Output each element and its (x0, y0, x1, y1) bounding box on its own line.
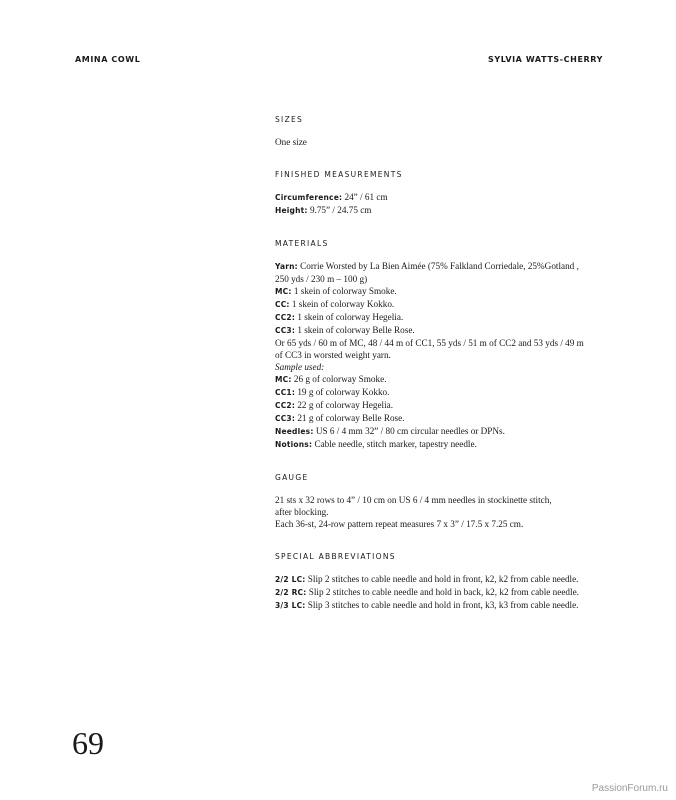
needles-line (275, 425, 645, 438)
cc3-label: CC3: (275, 326, 296, 335)
gauge-line-3: Each 36-st, 24-row pattern repeat measures 7 x 3” / 17.5 x 7.25 cm. (275, 519, 524, 529)
gauge-line-2: after blocking. (275, 507, 329, 517)
circumference-value: 24” / 61 cm (342, 192, 388, 202)
sample-mc-value: 26 g of colorway Smoke. (291, 374, 387, 384)
cc-line (275, 298, 645, 311)
sizes-value: One size (275, 137, 307, 147)
abbr-2-2-lc-line (275, 573, 645, 586)
sample-cc2-value: 22 g of colorway Hegelia. (295, 400, 393, 410)
measurements-heading: FINISHED MEASUREMENTS (275, 170, 403, 179)
abbr-2-2-rc-value: Slip 2 stitches to cable needle and hold in back, k2, k2 from cable needle. (306, 587, 579, 597)
needles-label: Needles: (275, 427, 314, 436)
materials-section (275, 239, 645, 451)
sample-cc1-value: 19 g of colorway Kokko. (295, 387, 390, 397)
notions-value: Cable needle, stitch marker, tapestry needle. (312, 439, 477, 449)
sample-used-label: Sample used: (275, 362, 325, 372)
needles-value: US 6 / 4 mm 32” / 80 cm circular needles or DPNs. (313, 426, 505, 436)
abbr-3-3-lc-label: 3/3 LC: (275, 601, 306, 610)
sample-mc-line (275, 373, 645, 386)
notions-label: Notions: (275, 440, 313, 449)
mc-label: MC: (275, 287, 292, 296)
gauge-line-1: 21 sts x 32 rows to 4” / 10 cm on US 6 / 4 mm needles in stockinette stitch, (275, 495, 552, 505)
sample-cc3-value: 21 g of colorway Belle Rose. (295, 413, 405, 423)
abbr-3-3-lc-line (275, 599, 645, 612)
sample-cc2-label: CC2: (275, 401, 296, 410)
alternative-yardage-line-2: of CC3 in worsted weight yarn. (275, 350, 391, 360)
abbr-2-2-lc-label: 2/2 LC: (275, 575, 306, 584)
watermark: PassionForum.ru (591, 783, 668, 794)
cc2-line (275, 311, 645, 324)
height-value: 9.75” / 24.75 cm (307, 205, 372, 215)
cc3-line (275, 324, 645, 337)
sample-cc1-line (275, 386, 645, 399)
gauge-section (275, 473, 645, 530)
pattern-details (275, 115, 645, 634)
yarn-value: Corrie Worsted by La Bien Aimée (75% Falkland Corriedale, 25%Gotland , (297, 261, 579, 271)
abbreviations-heading: SPECIAL ABBREVIATIONS (275, 552, 396, 561)
abbr-2-2-lc-value: Slip 2 stitches to cable needle and hold in front, k2, k2 from cable needle. (305, 574, 579, 584)
height-label: Height: (275, 206, 308, 215)
circumference-line (275, 191, 645, 204)
sample-cc1-label: CC1: (275, 388, 296, 397)
page-number: 69 (72, 725, 104, 761)
yarn-line-2: 250 yds / 230 m – 100 g) (275, 274, 368, 284)
header-pattern-title: AMINA COWL (75, 55, 141, 64)
abbr-2-2-rc-label: 2/2 RC: (275, 588, 307, 597)
mc-line (275, 285, 645, 298)
sample-cc3-line (275, 412, 645, 425)
cc2-value: 1 skein of colorway Hegelia. (295, 312, 404, 322)
measurements-section (275, 170, 645, 217)
cc2-label: CC2: (275, 313, 296, 322)
sizes-section (275, 115, 645, 148)
yarn-label: Yarn: (275, 262, 298, 271)
gauge-heading: GAUGE (275, 473, 309, 482)
alternative-yardage-line-1: Or 65 yds / 60 m of MC, 48 / 44 m of CC1, 55 yds / 51 m of CC2 and 53 yds / 49 m (275, 338, 584, 348)
cc3-value: 1 skein of colorway Belle Rose. (295, 325, 415, 335)
notions-line (275, 438, 645, 451)
circumference-label: Circumference: (275, 193, 343, 202)
mc-value: 1 skein of colorway Smoke. (291, 286, 397, 296)
cc-value: 1 skein of colorway Kokko. (289, 299, 395, 309)
abbreviations-section (275, 552, 645, 612)
height-line (275, 204, 645, 217)
abbr-2-2-rc-line (275, 586, 645, 599)
abbr-3-3-lc-value: Slip 3 stitches to cable needle and hold in front, k3, k3 from cable needle. (305, 600, 579, 610)
sample-cc2-line (275, 399, 645, 412)
sample-mc-label: MC: (275, 375, 292, 384)
header-designer-name: SYLVIA WATTS-CHERRY (487, 55, 603, 64)
sizes-heading: SIZES (275, 115, 304, 124)
materials-heading: MATERIALS (275, 239, 329, 248)
yarn-line (275, 260, 645, 273)
cc-label: CC: (275, 300, 290, 309)
sample-cc3-label: CC3: (275, 414, 296, 423)
